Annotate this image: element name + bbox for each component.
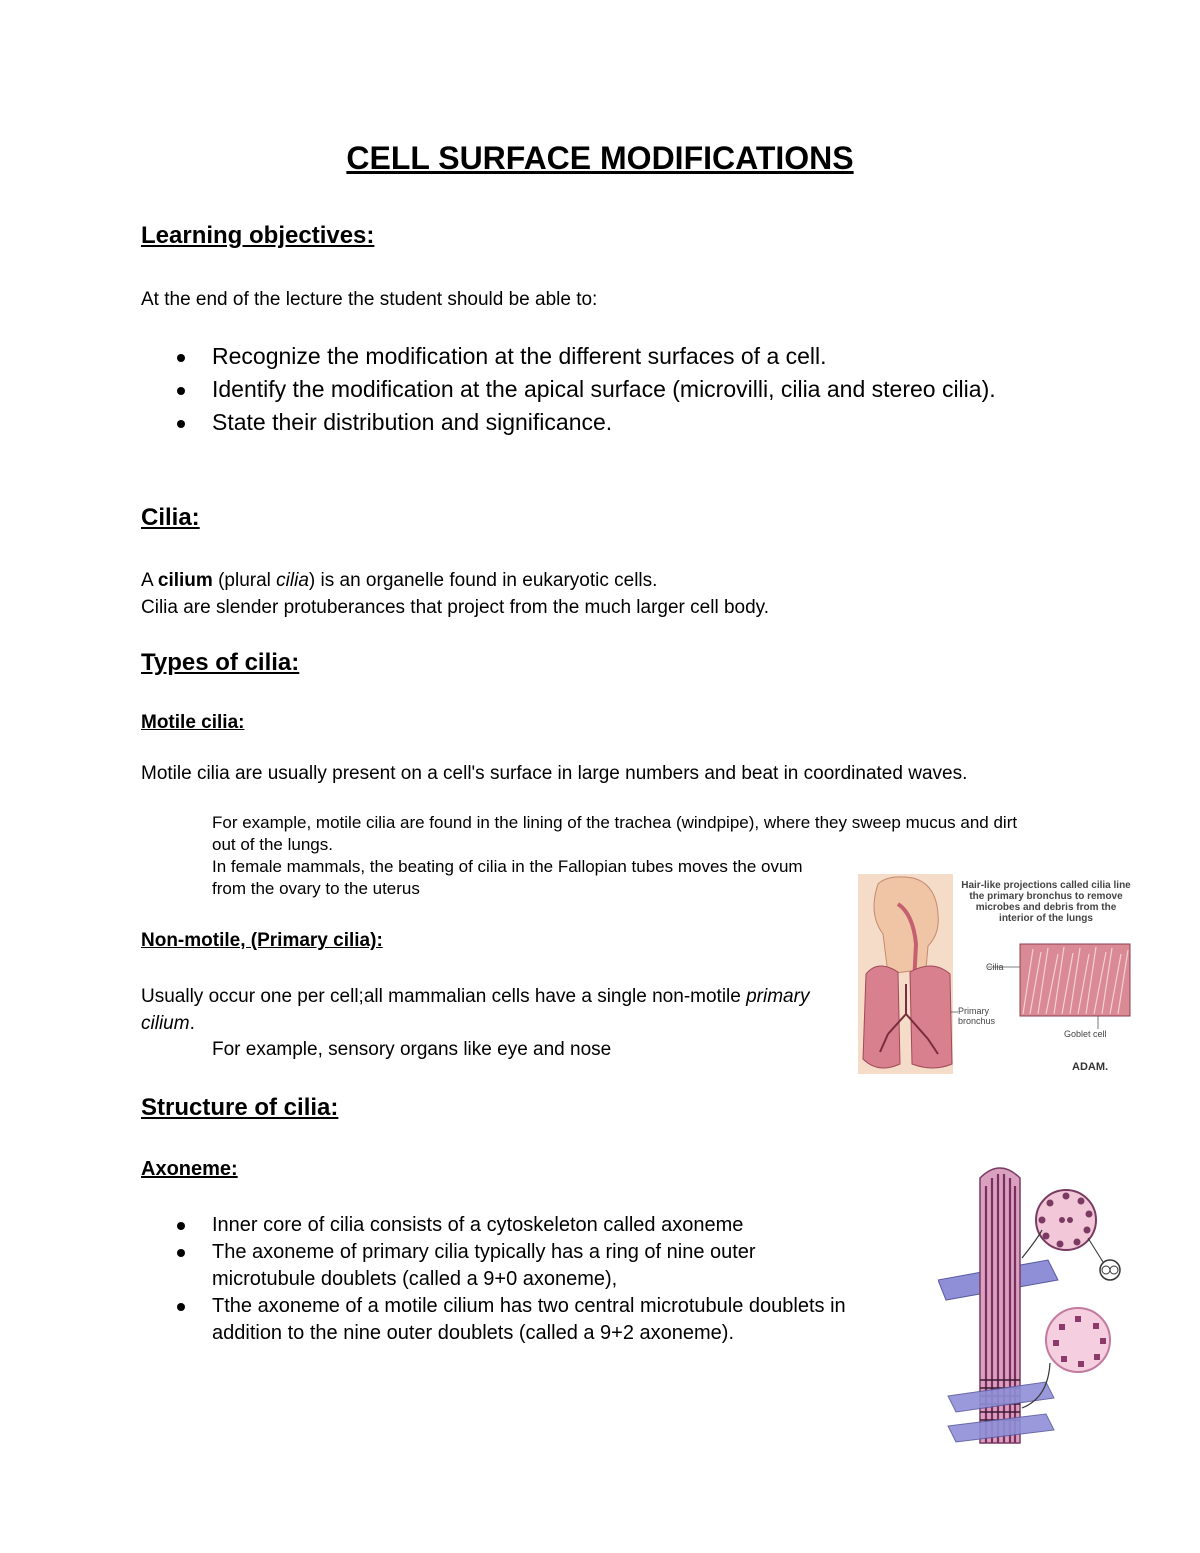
non-motile-text: Usually occur one per cell;all mammalian cells have a single non-motile primary cilium. (141, 986, 810, 1034)
list-item: Tthe axoneme of a motile cilium has two central microtubule doublets in addition to the nine outer doublets (called a 9+2 axoneme). (141, 1293, 861, 1347)
structure-of-cilia-heading: Structure of cilia: (141, 1094, 339, 1121)
left-lung (863, 966, 900, 1068)
non-motile-heading: Non-motile, (Primary cilia): (141, 930, 383, 951)
motile-cilia-text: Motile cilia are usually present on a cell's surface in large numbers and beat in coordinated waves. (141, 763, 968, 784)
bullet-icon (177, 1222, 185, 1230)
bullet-icon (177, 354, 185, 362)
bullet-icon (177, 1249, 185, 1257)
bullet-icon (177, 1303, 185, 1311)
label-goblet-cell: Goblet cell (1064, 1029, 1107, 1039)
axoneme-heading: Axoneme: (141, 1158, 238, 1180)
page-title: CELL SURFACE MODIFICATIONS (346, 140, 854, 176)
bullet-icon (177, 420, 185, 428)
connector-doublet (1088, 1238, 1103, 1262)
label-cilia: Cilia (986, 962, 1004, 972)
types-of-cilia-heading: Types of cilia: (141, 649, 300, 676)
cilium-structure-figure (938, 1158, 1148, 1454)
learning-intro: At the end of the lecture the student should be able to: (141, 289, 598, 310)
label-primary-bronchus: Primary bronchus (958, 1006, 996, 1026)
motile-example-trachea: For example, motile cilia are found in the lining of the trachea (windpipe), where they sweep mucus and dirt out of the lungs. (212, 813, 1018, 854)
cilia-definition: A cilium (plural cilia) is an organelle found in eukaryotic cells. Cilia are slender protuberances that project from the much larger cell body. (141, 570, 770, 618)
list-item: State their distribution and significance. (141, 406, 1021, 439)
connector-top (1022, 1230, 1042, 1258)
list-item: Identify the modification at the apical surface (microvilli, cilia and stereo cilia). (141, 373, 1021, 406)
respiratory-cilia-figure (858, 874, 1138, 1078)
motile-cilia-heading: Motile cilia: (141, 712, 245, 733)
bullet-icon (177, 387, 185, 395)
adam-logo: ADAM. (1072, 1061, 1109, 1073)
non-motile-example: For example, sensory organs like eye and nose (212, 1039, 612, 1060)
axoneme-diagram (938, 1158, 1148, 1454)
learning-objectives-heading: Learning objectives: (141, 222, 375, 249)
axoneme-list (141, 1212, 861, 1347)
list-item: Recognize the modification at the different surfaces of a cell. (141, 340, 1021, 373)
objectives-list (141, 340, 1021, 439)
list-item: The axoneme of primary cilia typically has a ring of nine outer microtubule doublets (called a 9+0 axoneme), (141, 1239, 861, 1293)
list-item: Inner core of cilia consists of a cytoskeleton called axoneme (141, 1212, 861, 1239)
motile-example-fallopian: In female mammals, the beating of cilia in the Fallopian tubes moves the ovum from the ovary to the uterus (212, 857, 803, 898)
right-lung (910, 966, 952, 1068)
cilia-heading: Cilia: (141, 504, 200, 531)
figure-caption: Hair-like projections called cilia line the primary bronchus to remove microbes and debris from the interior of the lungs (961, 880, 1131, 924)
